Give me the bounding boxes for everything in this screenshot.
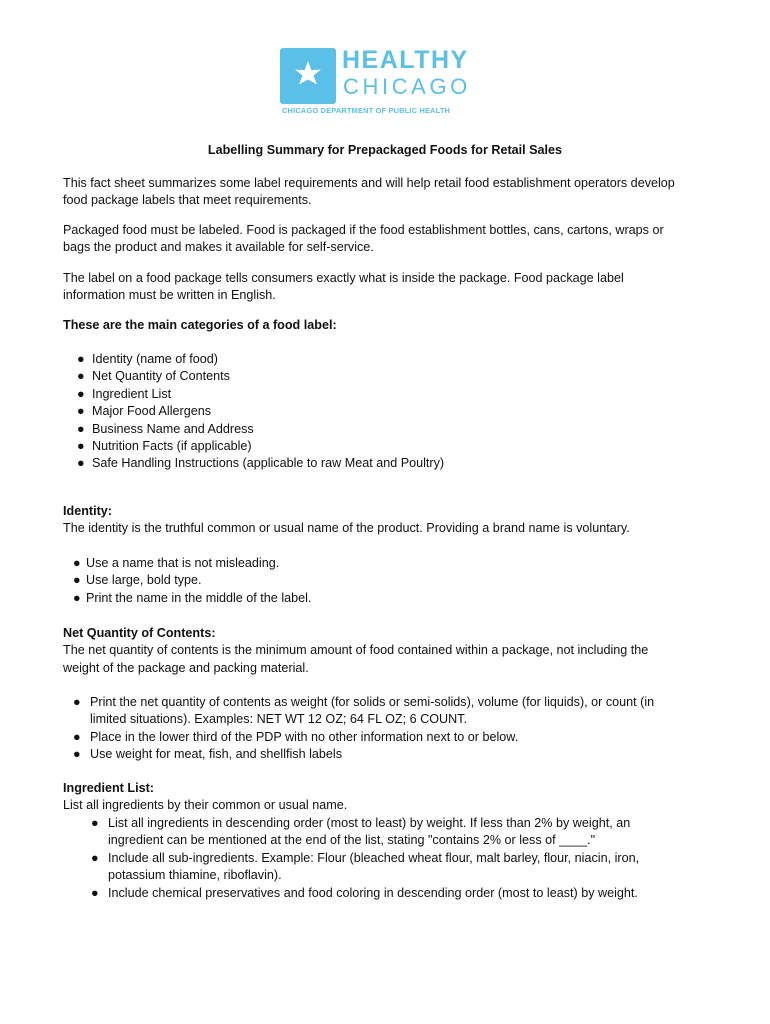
bullet-icon: ● xyxy=(77,386,85,401)
intro-text-2: Packaged food must be labeled. Food is packaged if the food establishment bottles, cans, cartons, wraps or bags the product and makes it available for self-service. xyxy=(63,223,664,255)
bullet-icon: ● xyxy=(77,439,85,454)
bullet-icon: ● xyxy=(73,556,81,570)
chicago-star-icon xyxy=(280,48,336,104)
list-item: ● Major Food Allergens xyxy=(77,403,697,420)
bullet-icon: ● xyxy=(91,885,99,900)
list-item: ● Use large, bold type. xyxy=(73,572,693,589)
identity-section xyxy=(63,503,683,538)
bullet-icon: ● xyxy=(77,456,85,471)
bullet-icon: ● xyxy=(91,816,99,830)
ingredient-list xyxy=(91,815,661,902)
bullet-icon: ● xyxy=(73,747,81,762)
list-item: ● Net Quantity of Contents xyxy=(77,368,697,385)
logo-text-chicago: CHICAGO xyxy=(343,74,471,99)
logo-subtitle: CHICAGO DEPARTMENT OF PUBLIC HEALTH xyxy=(282,106,451,115)
list-item: ● Ingredient List xyxy=(77,386,697,403)
document-title: Labelling Summary for Prepackaged Foods for Retail Sales xyxy=(207,143,563,157)
identity-list xyxy=(73,555,693,607)
intro-text-1: This fact sheet summarizes some label requirements and will help retail food establishment operators develop food package labels that meet requirements. xyxy=(63,176,675,208)
intro-paragraph-1 xyxy=(63,175,683,210)
categories-list xyxy=(77,351,697,473)
bullet-icon: ● xyxy=(73,729,81,744)
list-item: ● Business Name and Address xyxy=(77,421,697,438)
list-item: ● Use a name that is not misleading. xyxy=(73,555,693,572)
bullet-icon: ● xyxy=(73,695,81,709)
list-item: ● Include chemical preservatives and food coloring in descending order (most to least) by weight. xyxy=(91,885,661,902)
list-item: ● Use weight for meat, fish, and shellfish labels xyxy=(73,746,673,763)
list-item: ● List all ingredients in descending order (most to least) by weight. If less than 2% by weight, an ingredient can be mentioned at the end of the list, stating "contains 2% or less of ____." xyxy=(91,816,631,848)
bullet-icon: ● xyxy=(77,421,85,436)
list-item: ● Print the net quantity of contents as weight (for solids or semi-solids), volume (for liquids), or count (in limited situations). Examples: NET WT 12 OZ; 64 FL OZ; 6 COUNT. xyxy=(73,695,655,727)
intro-paragraph-2 xyxy=(63,222,683,257)
categories-heading-text: These are the main categories of a food label: xyxy=(63,318,337,332)
intro-text-3: The label on a food package tells consumers exactly what is inside the package. Food package label information must be written in English. xyxy=(63,271,624,303)
list-item: ● Place in the lower third of the PDP with no other information next to or below. xyxy=(73,729,673,746)
bullet-icon: ● xyxy=(91,850,99,865)
net-quantity-text: The net quantity of contents is the minimum amount of food contained within a package, not including the weight of the package and packing material. xyxy=(63,643,649,675)
list-item: ● Identity (name of food) xyxy=(77,351,697,368)
net-quantity-section xyxy=(63,625,683,677)
categories-heading xyxy=(63,317,683,334)
bullet-icon: ● xyxy=(77,352,85,366)
net-quantity-list xyxy=(73,694,673,764)
net-quantity-heading: Net Quantity of Contents: xyxy=(63,626,216,640)
list-item: ● Print the name in the middle of the label. xyxy=(73,590,693,607)
healthy-chicago-logo xyxy=(280,48,470,116)
intro-paragraph-3 xyxy=(63,270,683,305)
identity-heading: Identity: xyxy=(63,504,112,518)
list-item: ● Include all sub-ingredients. Example: Flour (bleached wheat flour, malt barley, flour, niacin, iron, potassium thiamine, riboflavin). xyxy=(91,850,640,883)
ingredient-text: List all ingredients by their common or usual name. xyxy=(63,798,348,813)
bullet-icon: ● xyxy=(73,590,81,605)
bullet-icon: ● xyxy=(73,573,81,588)
list-item: ● Nutrition Facts (if applicable) xyxy=(77,438,697,455)
identity-text: The identity is the truthful common or usual name of the product. Providing a brand name is voluntary. xyxy=(63,521,630,536)
bullet-icon: ● xyxy=(77,369,85,384)
ingredient-heading: Ingredient List: xyxy=(63,781,154,795)
ingredient-section xyxy=(63,780,683,815)
bullet-icon: ● xyxy=(77,404,85,419)
list-item: ● Safe Handling Instructions (applicable to raw Meat and Poultry) xyxy=(77,455,697,472)
logo-text-healthy: HEALTHY xyxy=(342,46,469,74)
